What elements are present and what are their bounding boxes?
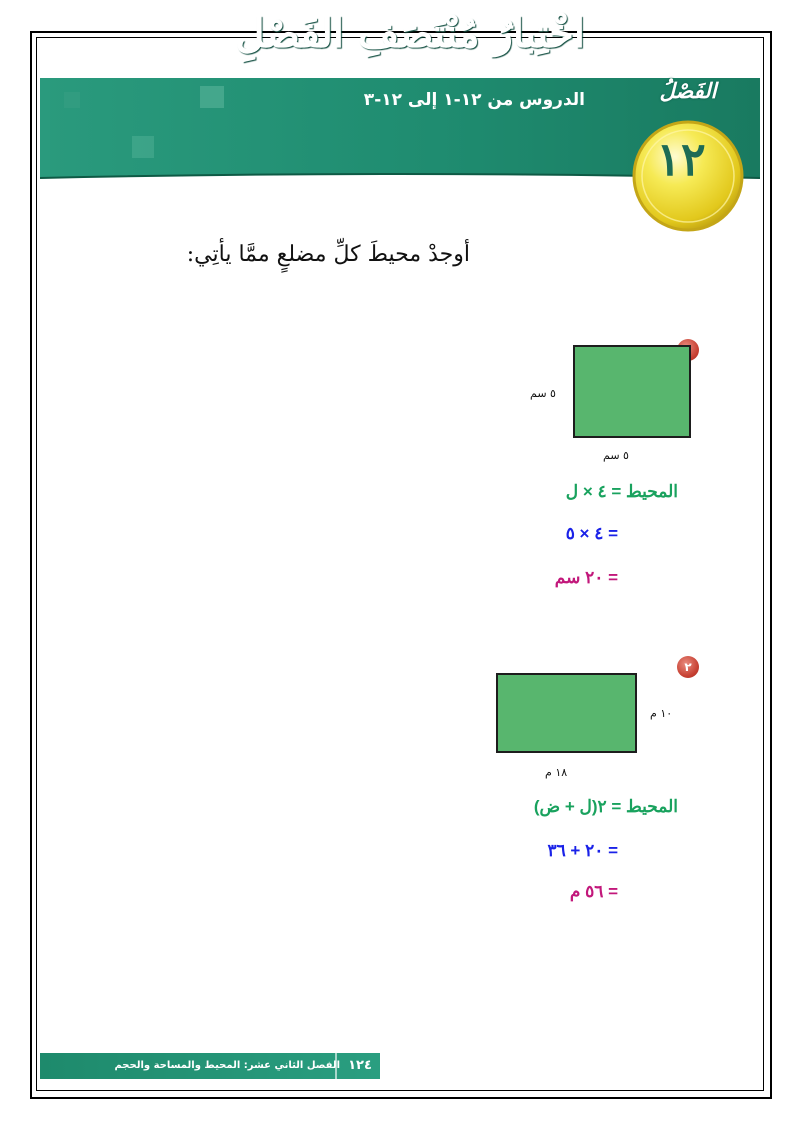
- problem-1-side-label: ٥ سم: [530, 387, 556, 400]
- chapter-label: الفَصْلُ: [659, 78, 717, 103]
- page-number: ١٢٤: [348, 1058, 372, 1073]
- footer-chapter-title: الفصل الثاني عشر: المحيط والمساحة والحجم: [114, 1060, 340, 1071]
- problem-1-bottom-label: ٥ سم: [603, 449, 629, 462]
- problem-2-side-label: ١٠ م: [650, 707, 673, 720]
- problem-1-substitution-line: = ٤ × ٥: [565, 524, 618, 543]
- problem-2-substitution-line: = ٢٠ + ٣٦: [547, 841, 618, 860]
- problem-2-bottom-label: ١٨ م: [545, 766, 568, 779]
- problem-1-square-shape: [573, 345, 693, 440]
- lessons-subtitle: الدروس من ١٢-١ إلى ١٢-٣: [363, 90, 585, 110]
- instruction-text: أوجدْ محيطَ كلِّ مضلعٍ ممَّا يأتِي:: [186, 242, 470, 267]
- page-title: اخْتِبارُ مُنْتَصَفِ الفَصْلِ: [235, 10, 585, 57]
- problem-2-formula-line: المحيط = ٢(ل + ض): [533, 797, 678, 816]
- chapter-number: ١٢: [656, 132, 706, 186]
- problem-2-rectangle-shape: [496, 673, 638, 755]
- problem-2-number-badge: ٢: [677, 656, 699, 678]
- problem-1-formula-line: المحيط = ٤ × ل: [565, 482, 678, 501]
- problem-2-result-line: = ٥٦ م: [569, 882, 618, 901]
- problem-1-result-line: = ٢٠ سم: [554, 568, 618, 587]
